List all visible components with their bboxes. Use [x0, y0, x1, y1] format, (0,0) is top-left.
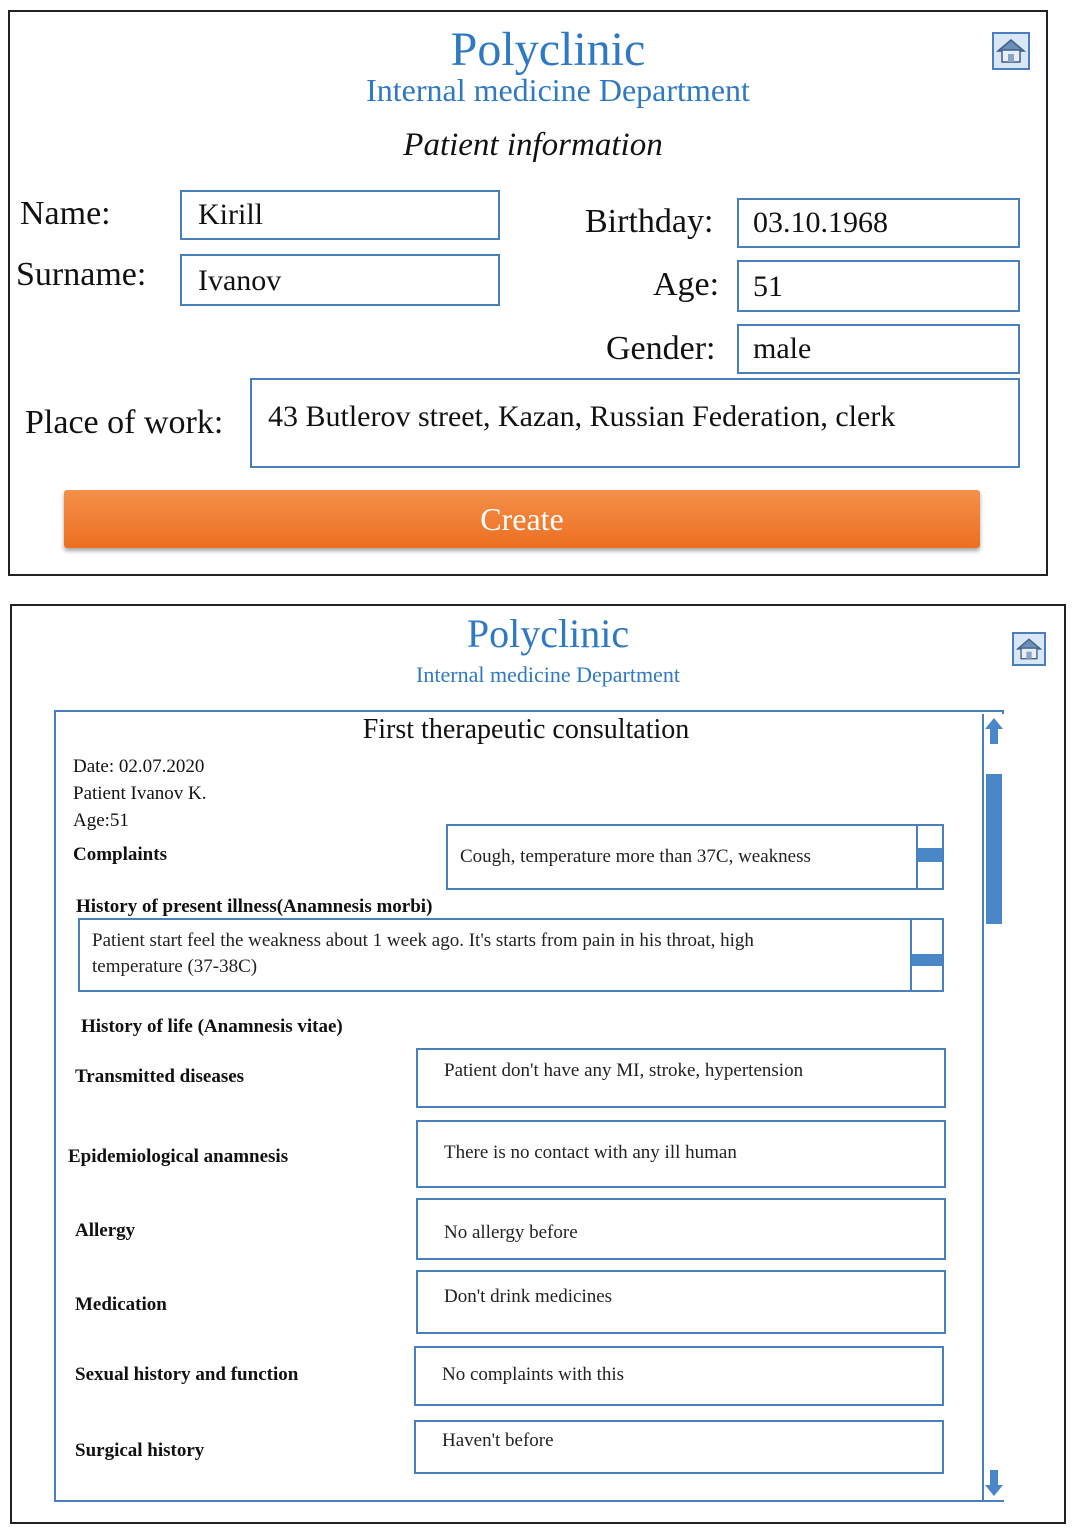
allergy-field[interactable]	[416, 1198, 946, 1260]
history-life-label: History of life (Anamnesis vitae)	[81, 1016, 343, 1037]
history-present-line1: Patient start feel the weakness about 1 week ago. It's starts from pain in his throat, high	[92, 930, 754, 951]
epidemiological-anamnesis-value: There is no contact with any ill human	[444, 1142, 737, 1163]
history-present-field[interactable]	[78, 918, 944, 992]
surgical-history-label: Surgical history	[75, 1440, 205, 1461]
age-line: Age:51	[73, 810, 129, 831]
sexual-history-value: No complaints with this	[442, 1364, 625, 1385]
allergy-label: Allergy	[75, 1220, 136, 1241]
history-present-scroll-thumb[interactable]	[912, 954, 942, 966]
app-title: Polyclinic	[450, 23, 646, 76]
home-icon	[994, 34, 1028, 68]
age-value: 51	[753, 270, 783, 303]
medication-field[interactable]	[416, 1270, 946, 1334]
age-field[interactable]	[737, 260, 1020, 312]
complaints-label: Complaints	[73, 844, 167, 865]
birthday-field[interactable]	[737, 198, 1020, 248]
sexual-history-label: Sexual history and function	[75, 1364, 299, 1385]
transmitted-diseases-label: Transmitted diseases	[75, 1066, 245, 1087]
epidemiological-anamnesis-field[interactable]	[416, 1120, 946, 1188]
department-subtitle: Internal medicine Department	[416, 662, 680, 687]
patient-info-panel	[8, 10, 1048, 576]
form-scrollbar[interactable]	[982, 714, 1004, 1500]
transmitted-diseases-field[interactable]	[416, 1048, 946, 1108]
surname-label: Surname:	[16, 256, 147, 293]
home-icon	[1014, 634, 1044, 664]
home-button[interactable]	[992, 32, 1030, 70]
history-present-scrollbar[interactable]	[910, 918, 944, 992]
create-button-label: Create	[480, 501, 564, 537]
patient-line: Patient Ivanov K.	[73, 783, 207, 804]
complaints-scroll-thumb[interactable]	[918, 848, 942, 862]
consultation-panel	[10, 604, 1066, 1524]
gender-value: male	[753, 332, 812, 365]
medication-value: Don't drink medicines	[444, 1286, 613, 1307]
surname-field[interactable]	[180, 254, 500, 306]
age-label: Age:	[653, 266, 720, 303]
form-scroll-thumb[interactable]	[986, 774, 1002, 924]
scroll-down-arrow-icon[interactable]	[984, 1468, 1004, 1498]
complaints-field[interactable]	[446, 824, 944, 890]
birthday-label: Birthday:	[585, 203, 714, 240]
place-of-work-field[interactable]	[250, 378, 1020, 468]
section-title: Patient information	[403, 127, 663, 163]
place-of-work-value: 43 Butlerov street, Kazan, Russian Federation, clerk	[268, 400, 896, 433]
complaints-scrollbar[interactable]	[916, 824, 944, 890]
name-label: Name:	[20, 195, 111, 232]
department-subtitle: Internal medicine Department	[366, 72, 750, 108]
consultation-form	[54, 710, 1004, 1502]
surname-value: Ivanov	[198, 264, 282, 297]
app-title: Polyclinic	[466, 611, 630, 656]
home-button[interactable]	[1012, 632, 1046, 666]
surgical-history-field[interactable]	[414, 1420, 944, 1474]
scroll-up-arrow-icon[interactable]	[984, 716, 1004, 746]
consultation-heading: First therapeutic consultation	[362, 714, 690, 745]
gender-label: Gender:	[606, 330, 716, 367]
place-of-work-label: Place of work:	[25, 404, 224, 441]
name-value: Kirill	[198, 198, 263, 231]
epidemiological-anamnesis-label: Epidemiological anamnesis	[68, 1146, 289, 1167]
sexual-history-field[interactable]	[414, 1346, 944, 1406]
gender-field[interactable]	[737, 324, 1020, 374]
complaints-value: Cough, temperature more than 37C, weakness	[460, 846, 811, 867]
history-present-line2: temperature (37-38C)	[92, 956, 258, 977]
surgical-history-value: Haven't before	[442, 1430, 554, 1451]
create-button[interactable]	[64, 490, 980, 548]
medication-label: Medication	[75, 1294, 167, 1315]
transmitted-diseases-value: Patient don't have any MI, stroke, hypertension	[444, 1060, 804, 1081]
name-field[interactable]	[180, 190, 500, 240]
allergy-value: No allergy before	[444, 1222, 578, 1243]
date-line: Date: 02.07.2020	[73, 756, 205, 777]
history-present-label: History of present illness(Anamnesis morbi)	[76, 896, 433, 917]
birthday-value: 03.10.1968	[753, 206, 888, 239]
